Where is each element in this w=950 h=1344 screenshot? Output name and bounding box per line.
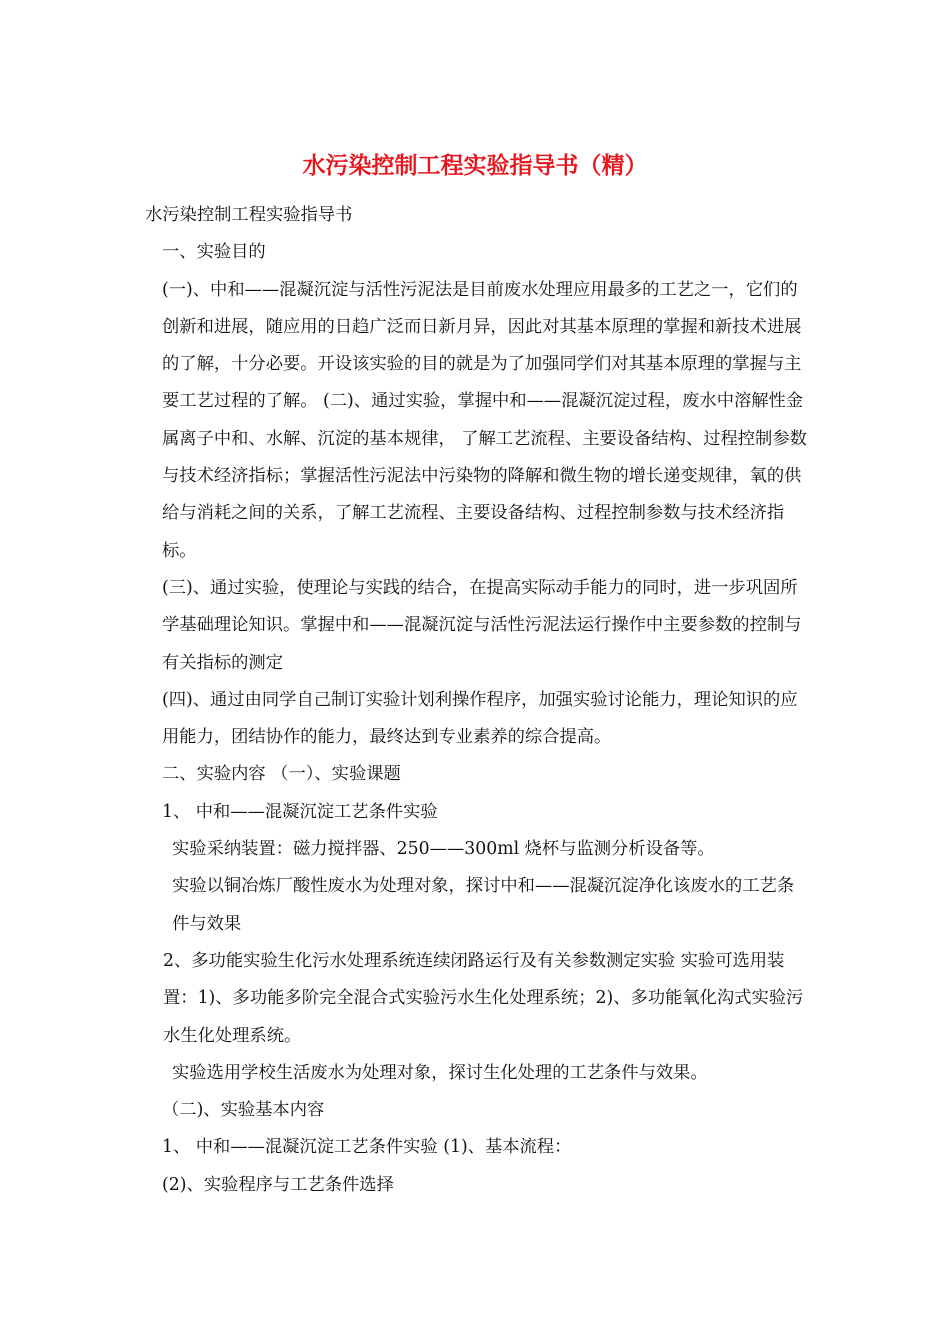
paragraph-object-1: 实验以铜冶炼厂酸性废水为处理对象，探讨中和——混凝沉淀净化该废水的工艺条件与效果	[172, 876, 795, 934]
paragraph-procedure: (2)、实验程序与工艺条件选择	[162, 1174, 394, 1195]
paragraph-subtitle: 水污染控制工程实验指导书	[145, 205, 353, 225]
paragraph-topic-2: 2、多功能实验生化污水处理系统连续闭路运行及有关参数测定实验 实验可选用装置：1)、多功能多阶完全混合式实验污水生化处理系统；2)、多功能氧化沟式实验污水生化处理系统。	[163, 950, 804, 1046]
paragraph-purpose-4: (四)、通过由同学自己制订实验计划利操作程序，加强实验讨论能力，理论知识的应用能力，团结协作的能力，最终达到专业素养的综合提高。	[162, 689, 798, 748]
paragraph-purpose-3: (三)、通过实验，使理论与实践的结合，在提高实际动手能力的同时，进一步巩固所学基础理论知识。掌握中和——混凝沉淀与活性污泥法运行操作中主要参数的控制与有关指标的测定	[162, 577, 802, 673]
paragraph-topic-1: 1、 中和——混凝沉淀工艺条件实验	[162, 801, 438, 822]
paragraph-purpose-1-2: (一)、中和——混凝沉淀与活性污泥法是目前废水处理应用最多的工艺之一，它们的创新和进展，随应用的日趋广泛而日新月异，因此对其基本原理的掌握和新技术进展的了解，十分必要。开设该实验的目的就是为了加强同学们对其基本原理的掌握与主要工艺过程的了解。 (二)、通过实验，掌握中和——混凝沉淀过程，废水中溶解性金属离子中和、水解、沉淀的基本规律， 了解工艺流程、主要设备结构、过程控制参数与技术经济指标；掌握活性污泥法中污染物的降解和微生物的增长递变规律，氧的供给与消耗之间的关系，了解工艺流程、主要设备结构、过程控制参数与技术经济指标。	[162, 279, 807, 561]
heading-experiment-purpose: 一、实验目的	[162, 242, 266, 263]
heading-basic-content: （二)、实验基本内容	[162, 1100, 325, 1121]
paragraph-apparatus-1: 实验采纳装置：磁力搅拌器、250——300ml 烧杯与监测分析设备等。	[172, 839, 715, 860]
paragraph-basic-flow: 1、 中和——混凝沉淀工艺条件实验 (1)、基本流程：	[162, 1137, 572, 1158]
heading-experiment-content: 二、实验内容 （一）、实验课题	[162, 764, 401, 785]
document-title: 水污染控制工程实验指导书（精）	[302, 152, 648, 179]
document-body	[145, 197, 807, 1204]
paragraph-object-2: 实验选用学校生活废水为处理对象，探讨生化处理的工艺条件与效果。	[172, 1062, 708, 1083]
